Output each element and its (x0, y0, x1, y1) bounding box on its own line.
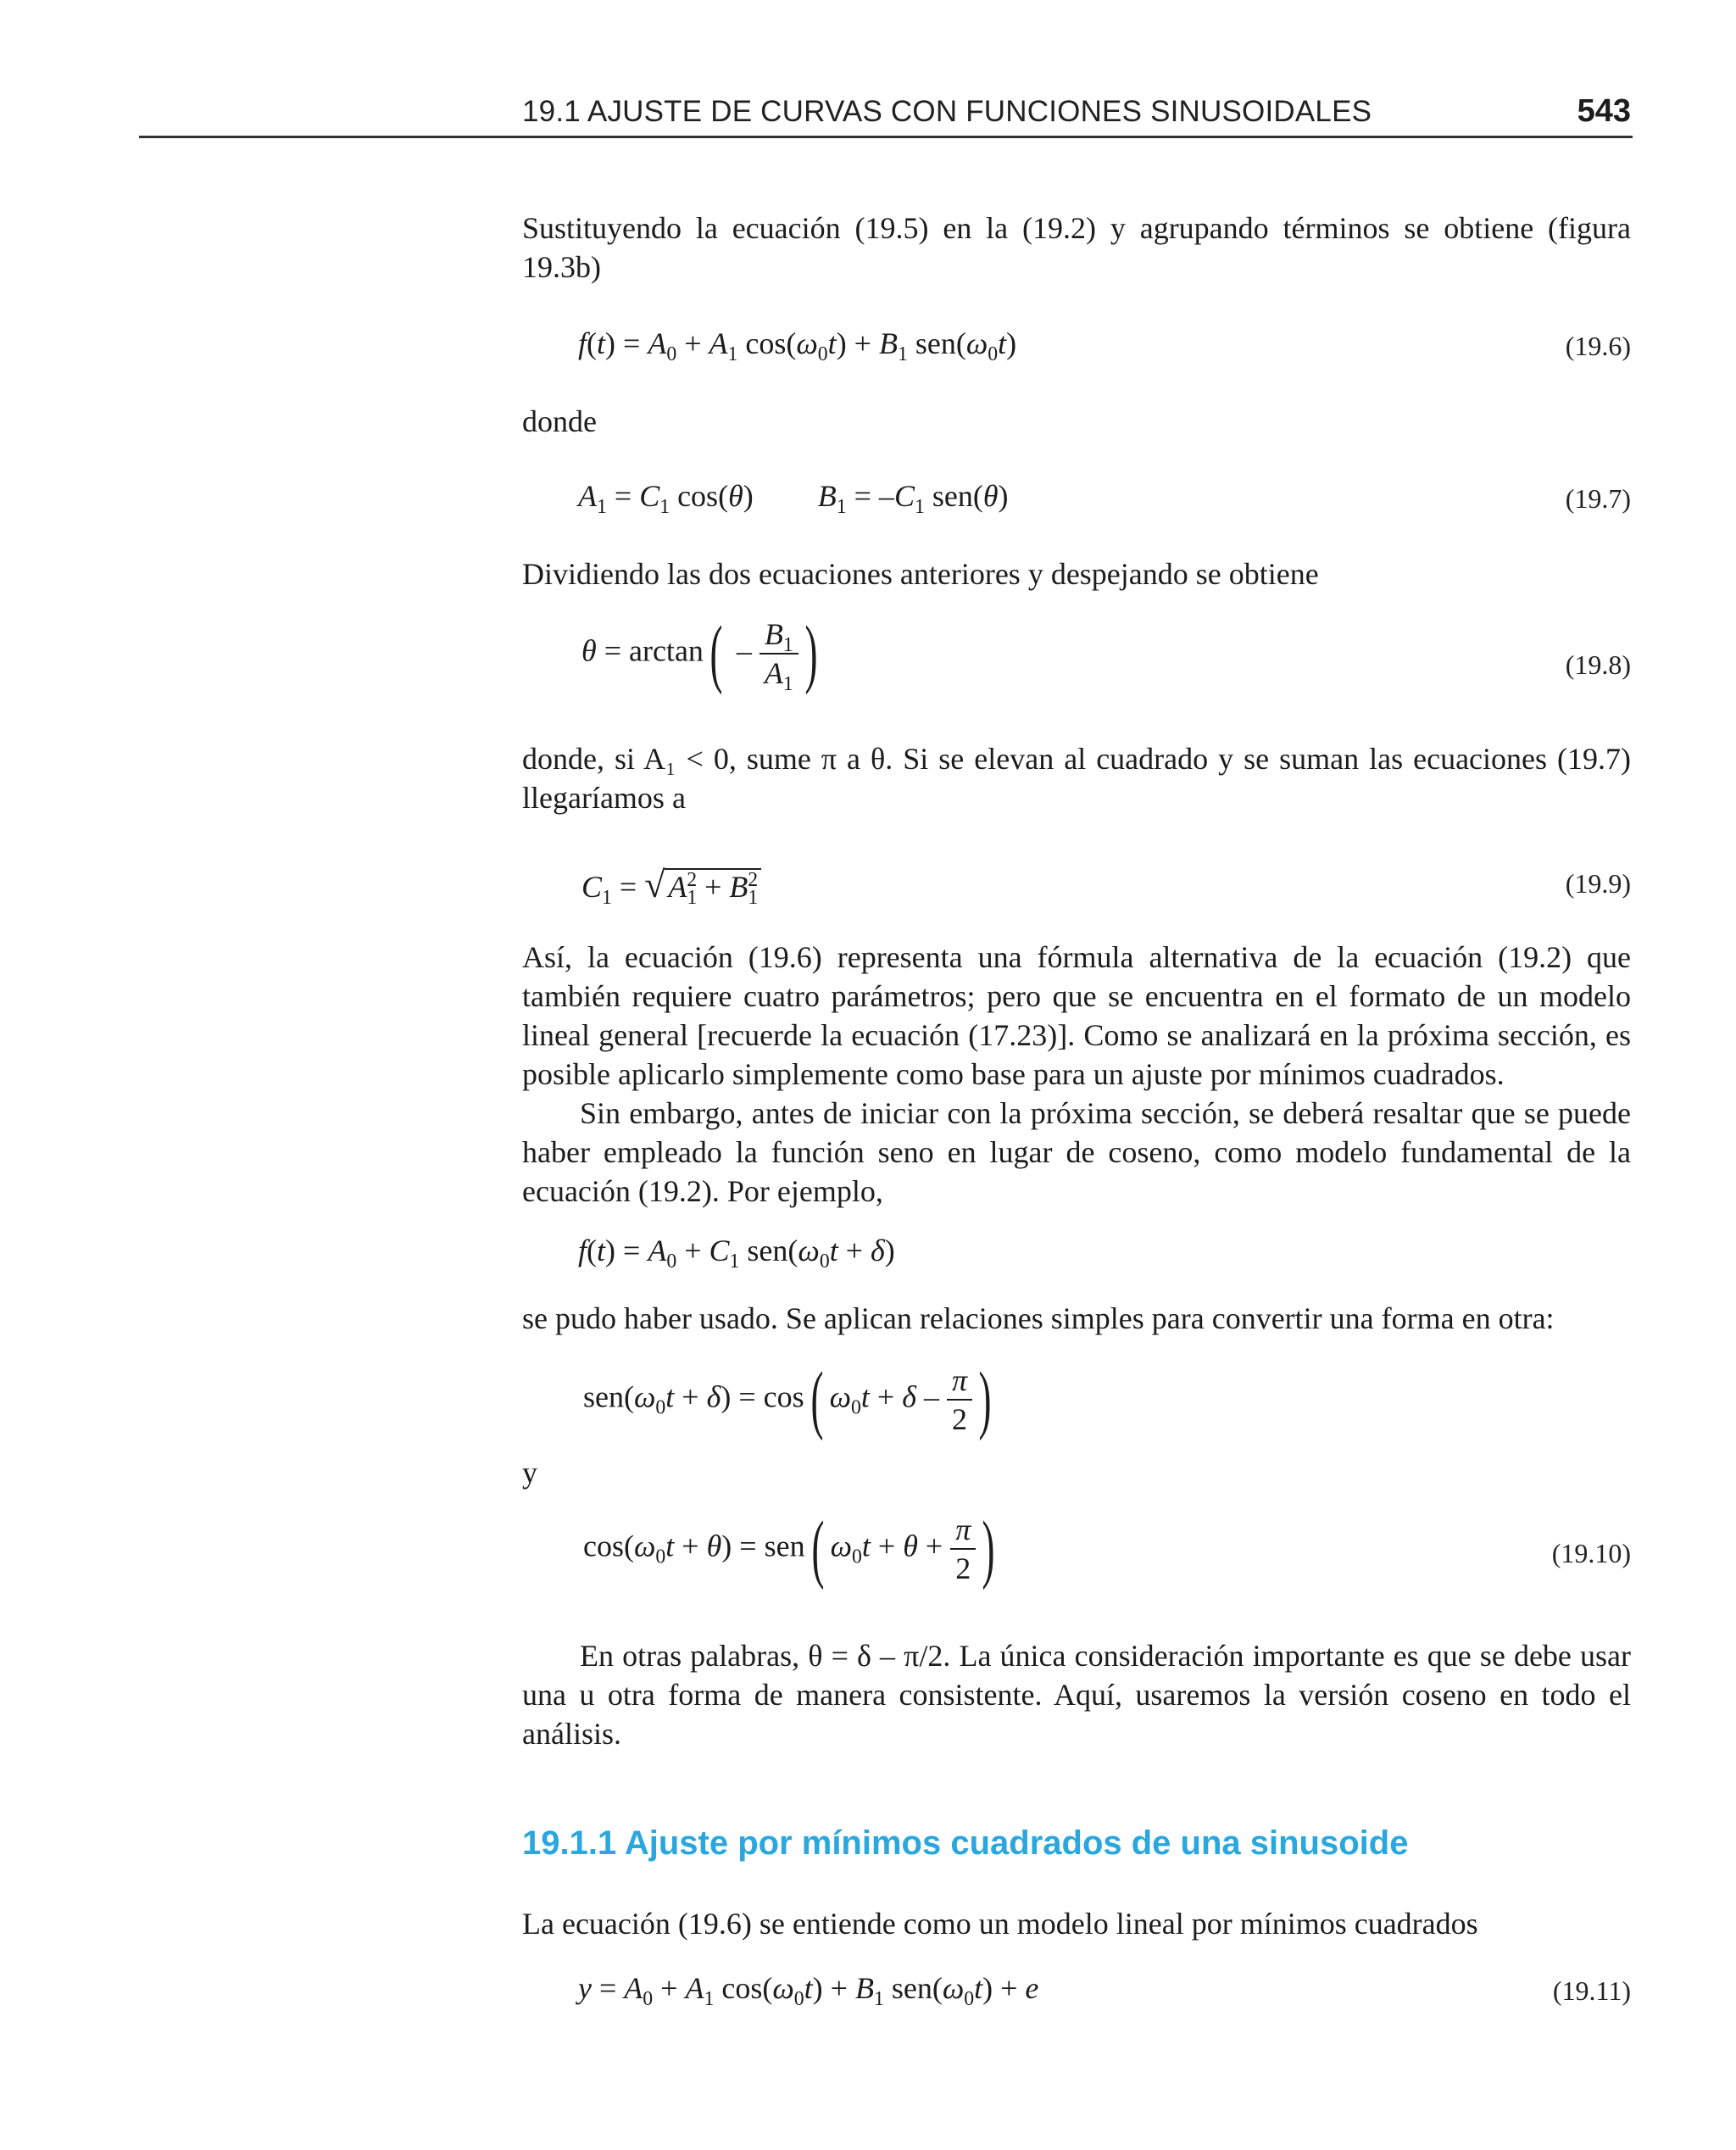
paragraph-text: donde, si A₁ < 0, sume π a θ. Si se elevan al cuadrado y se suman las ecuaciones (19.7) llegaríamos a (522, 742, 1631, 815)
equation-sine-form: $f(t) = A_0 + C_1$ $sen(\omega_0t + \delta)$ (578, 1234, 895, 1273)
paragraph-y (522, 1453, 1631, 1492)
section-heading: 19.1.1 Ajuste por mínimos cuadrados de una sinusoide (522, 1824, 1409, 1862)
paragraph-la-ecuacion (522, 1904, 1631, 1943)
paragraph-text: La ecuación (19.6) se entiende como un modelo lineal por mínimos cuadrados (522, 1907, 1478, 1941)
paragraph-donde-si (522, 739, 1631, 817)
paragraph-dividiendo (522, 554, 1631, 593)
paragraph-intro (522, 209, 1631, 287)
paragraph-se-pudo (522, 1299, 1631, 1338)
header-rule (139, 136, 1633, 138)
paragraph-asi (522, 938, 1631, 1211)
equation-19-6: $f(t) = A_0 + A_1$ $\cos(\omega_0t) + B_1$ $sen(\omega_0t)$ (578, 326, 1017, 366)
equation-19-10: $\cos(\omega_0t + \theta) = sen$( $\omega_0t + \theta$ + $\frac{\pi}{2}$ ) (583, 1507, 995, 1590)
equation-number: (19.11) (1552, 1975, 1631, 2006)
paragraph-text: Sin embargo, antes de iniciar con la próxima sección, se deberá resaltar que se puede haber empleado la función seno en lugar de coseno, como modelo fundamental de la ecuación (19.2). Por ejemplo, (522, 1096, 1631, 1208)
equation-sen-to-cos: $sen(\omega_0t + \delta) = \cos$( $\omega_0t + \delta$ – $\frac{\pi}{2}$ ) (583, 1357, 992, 1441)
running-header: 19.1 AJUSTE DE CURVAS CON FUNCIONES SINUSOIDALES (522, 95, 1372, 128)
paragraph-text: y (522, 1456, 537, 1490)
page-number: 543 (1577, 93, 1631, 129)
equation-number: (19.10) (1551, 1538, 1631, 1568)
equation-number: (19.9) (1565, 868, 1631, 899)
paragraph-text: En otras palabras, θ = δ – π/2. La única consideración importante es que se debe usar una u otra forma de manera consistente. Aquí, usaremos la versión coseno en todo el análisis. (522, 1639, 1631, 1751)
equation-number: (19.8) (1565, 649, 1631, 680)
equation-19-11: $y = A_0 + A_1$ $\cos(\omega_0t) + B_1$ $sen(\omega_0t) + e$ (578, 1971, 1039, 2011)
paragraph-otras-palabras (522, 1636, 1631, 1753)
equation-number: (19.7) (1565, 483, 1631, 514)
equation-19-7: $A_1 = C_1$ cos(θ) $B_1 = -C_1$ sen(θ) (578, 479, 1009, 519)
equation-19-8: θ = arctan( – $\frac{B_1}{A_1}$ ) (581, 611, 818, 696)
equation-number: (19.6) (1565, 331, 1631, 361)
paragraph-text: Así, la ecuación (19.6) representa una fórmula alternativa de la ecuación (19.2) que también requiere cuatro parámetros; pero que se encuentra en el formato de un modelo lineal general [recuerde la ecuación (17.23)]. Como se analizará en la próxima sección, es posible aplicarlo simplemente como base para un ajuste por mínimos cuadrados. (522, 940, 1631, 1091)
paragraph-text: se pudo haber usado. Se aplican relaciones simples para convertir una forma en otra: (522, 1301, 1555, 1335)
equation-19-9: $C_1$ = √ $A_1^2 + B_1^2$ (581, 863, 761, 906)
paragraph-text: Sustituyendo la ecuación (19.5) en la (19.2) y agrupando términos se obtiene (figura 19.3b) (522, 211, 1631, 284)
paragraph-text: Dividiendo las dos ecuaciones anteriores y despejando se obtiene (522, 557, 1319, 591)
paragraph-donde (522, 402, 1631, 441)
paragraph-text: donde (522, 404, 597, 438)
